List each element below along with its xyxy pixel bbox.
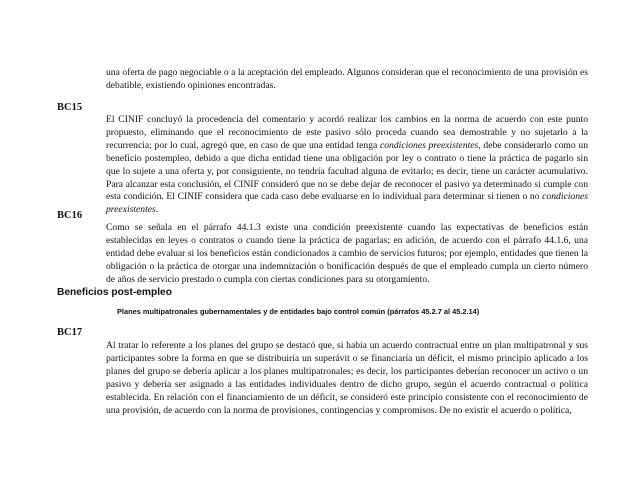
- section-subheading: Planes multipatronales gubernamentales y de entidades bajo control común (párrafos 45.2.7 al 45.2.14): [117, 307, 480, 316]
- paragraph-label-bc15: BC15: [57, 102, 83, 113]
- paragraph-bc15: [106, 114, 588, 217]
- bc15-text-2: , debe considerarlo como un beneficio postempleo, debido a que dicha entidad tiene una obligación por ley o contrato o tiene la práctica de pagarlo sin que lo sujete a una oferta y, por consiguiente, no tendría facultad alguna de evitarlo; es decir, tiene un carácter acumulativo. Para alcanzar esta conclusión, el CINIF consideró que no se debe dejar de reconocer el pasivo ya determinado si cumple con esta condición. El CINIF considera que cada caso debe evaluarse en lo individual para determinar si tienen o no: [106, 139, 588, 203]
- paragraph-bc17: Al tratar lo referente a los planes del grupo se destacó que, si había un acuerdo contractual entre un plan multipatronal y sus participantes sobre la forma en que se distribuiría un superávit o se financiaría un déficit, el mismo principio aplicado a los planes del grupo se debería aplicar a los planes multipatronales; es decir, los participantes deberían reconocer un activo o un pasivo y debería ser asignado a las entidades individuales dentro de dicho grupo, según el acuerdo contractual o política establecida. En relación con el financiamiento de un déficit, se consideró este principio consistente con el reconocimiento de una provisión, de acuerdo con la norma de provisiones, contingencias y compromisos. De no existir el acuerdo o política,: [106, 340, 588, 416]
- bc15-text-1: El CINIF concluyó la procedencia del comentario y acordó realizar los cambios en la norma de acuerdo con este punto propuesto, eliminando que el reconocimiento de este pasivo sólo proceda cuando sea demostrable y no sujetarlo a la recurrencia; por lo cual, agregó que, en caso de que una entidad tenga: [106, 114, 588, 151]
- bc15-italic-term-2: condiciones preexistentes: [106, 191, 588, 216]
- continuation-paragraph: una oferta de pago negociable o a la aceptación del empleado. Algunos consideran que el reconocimiento de una provisión es debatible, existiendo opiniones encontradas.: [106, 67, 588, 91]
- bc15-text-3: .: [155, 204, 159, 216]
- paragraph-bc16: Como se señala en el párrafo 44.1.3 existe una condición preexistente cuando las expectativas de beneficios están establecidas en leyes o contratos o cuando tiene la práctica de pagarlas; en adición, de acuerdo con el párrafo 44.1.6, una entidad debe evaluar si los beneficios están condicionados a cambio de servicios futuros; por ejemplo, entidades que tienen la obligación o la práctica de otorgar una indemnización o bonificación después de que el empleado cumpla un cierto número de años de servicio prestado o cumpla con ciertas condiciones para su otorgamiento.: [106, 222, 588, 285]
- bc15-italic-term-1: condiciones preexistentes: [380, 139, 479, 151]
- paragraph-label-bc16: BC16: [57, 210, 83, 221]
- paragraph-label-bc17: BC17: [57, 327, 83, 338]
- section-heading: Beneficios post-empleo: [57, 287, 172, 298]
